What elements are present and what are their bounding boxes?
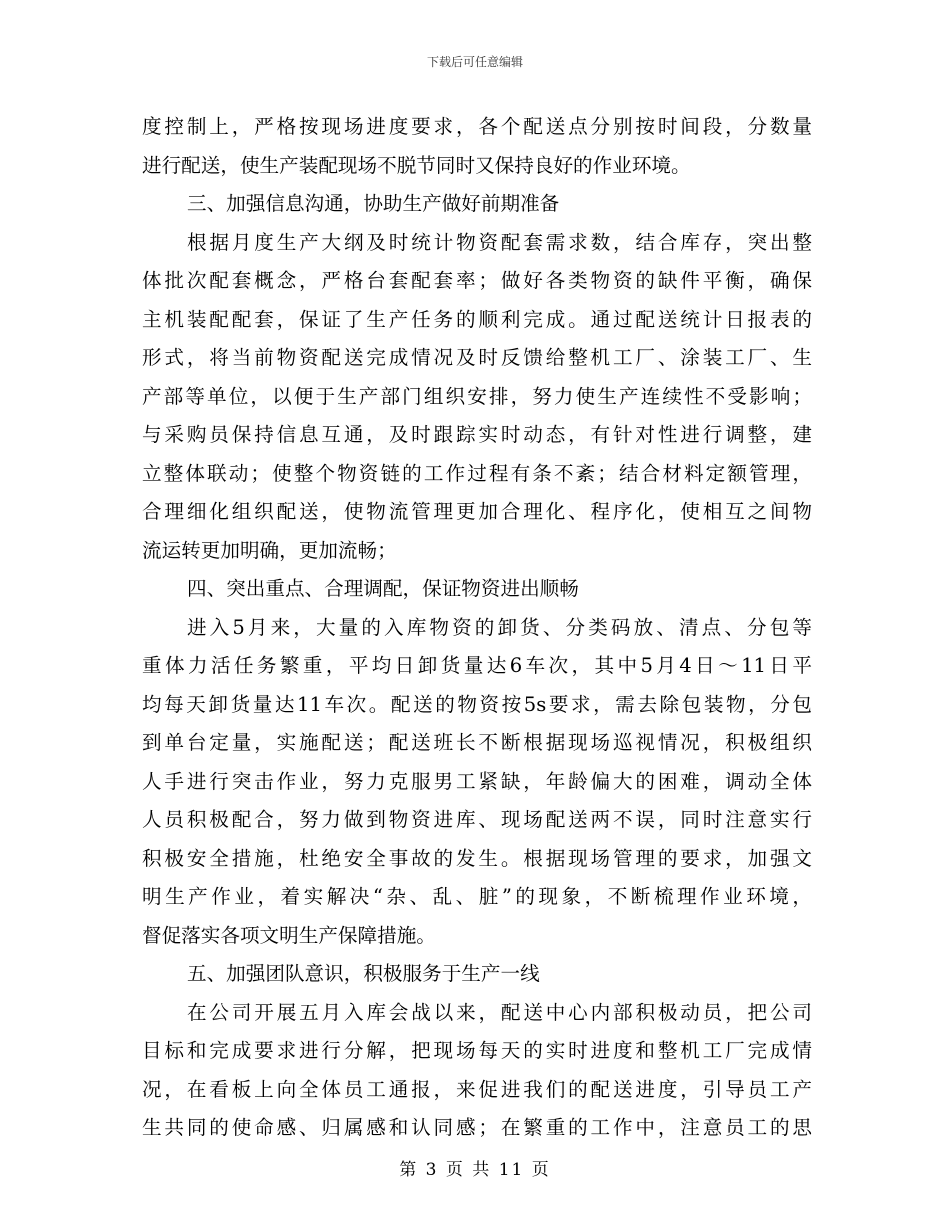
text-line: 均每天卸货量达11车次。配送的物资按5s要求，需去除包装物，分包 xyxy=(142,692,812,716)
text-line: 流运转更加明确，更加流畅； xyxy=(142,538,397,562)
text-line: 重体力活任务繁重，平均日卸货量达6车次，其中5月4日～11日平 xyxy=(142,654,812,677)
text-line: 明生产作业，着实解决“杂、乱、脏”的现象，不断梳理作业环境， xyxy=(142,885,812,908)
section-heading: 三、加强信息沟通，协助生产做好前期准备 xyxy=(187,192,560,215)
section-heading: 五、加强团队意识，积极服务于生产一线 xyxy=(187,962,540,985)
page-footer: 第 3 页 共 11 页 xyxy=(399,1160,551,1180)
text-line: 进入5月来，大量的入库物资的卸货、分类码放、清点、分包等 xyxy=(187,615,812,639)
text-line: 度控制上，严格按现场进度要求，各个配送点分别按时间段，分数量 xyxy=(142,115,812,138)
text-line: 立整体联动；使整个物资链的工作过程有条不紊；结合材料定额管理， xyxy=(142,461,812,485)
text-line: 督促落实各项文明生产保障措施。 xyxy=(142,923,436,947)
text-line: 与采购员保持信息互通，及时跟踪实时动态，有针对性进行调整，建 xyxy=(142,423,812,446)
text-line: 主机装配配套，保证了生产任务的顺利完成。通过配送统计日报表的 xyxy=(142,307,812,331)
text-line: 根据月度生产大纲及时统计物资配套需求数，结合库存，突出整 xyxy=(187,230,812,254)
text-line: 生共同的使命感、归属感和认同感；在繁重的工作中，注意员工的思 xyxy=(142,1116,812,1139)
document-body xyxy=(142,108,812,1148)
page-header: 下载后可任意编辑 xyxy=(426,55,523,69)
text-line: 到单台定量，实施配送；配送班长不断根据现场巡视情况，积极组织 xyxy=(142,731,812,754)
text-line: 况，在看板上向全体员工通报，来促进我们的配送进度，引导员工产 xyxy=(142,1077,812,1101)
text-line: 人手进行突击作业，努力克服男工紧缺，年龄偏大的困难，调动全体 xyxy=(142,769,812,793)
section-heading: 四、突出重点、合理调配，保证物资进出顺畅 xyxy=(187,577,579,600)
text-line: 合理细化组织配送，使物流管理更加合理化、程序化，使相互之间物 xyxy=(142,500,812,523)
text-line: 目标和完成要求进行分解，把现场每天的实时进度和整机工厂完成情 xyxy=(142,1039,812,1062)
text-line: 积极安全措施，杜绝安全事故的发生。根据现场管理的要求，加强文 xyxy=(142,846,812,870)
text-line: 产部等单位，以便于生产部门组织安排，努力使生产连续性不受影响； xyxy=(142,384,812,408)
text-line: 体批次配套概念，严格台套配套率；做好各类物资的缺件平衡，确保 xyxy=(142,269,812,292)
text-line: 形式，将当前物资配送完成情况及时反馈给整机工厂、涂装工厂、生 xyxy=(142,346,812,369)
text-line: 人员积极配合，努力做到物资进库、现场配送两不误，同时注意实行 xyxy=(142,808,812,831)
text-line: 进行配送，使生产装配现场不脱节同时又保持良好的作业环境。 xyxy=(142,153,691,177)
text-line: 在公司开展五月入库会战以来，配送中心内部积极动员，把公司 xyxy=(187,1000,812,1024)
